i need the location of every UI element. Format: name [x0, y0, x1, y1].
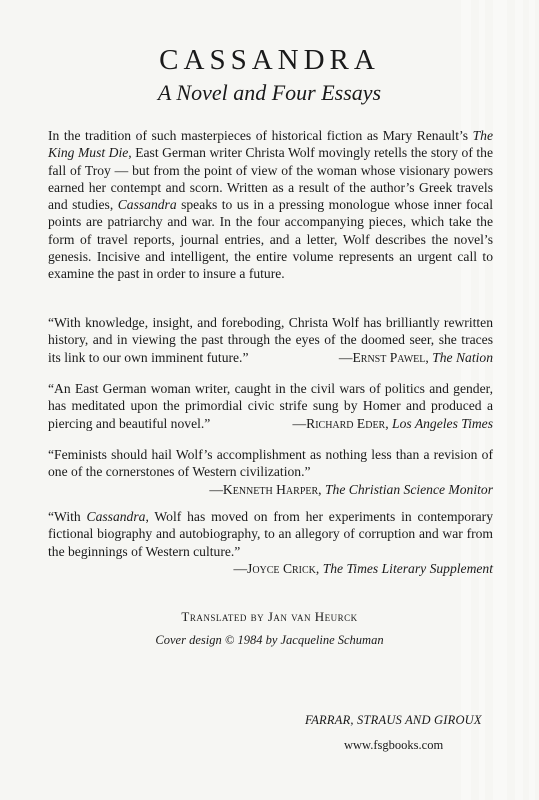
reviewer-name: Kenneth Harper [222, 481, 319, 497]
description-book-title: The King Must Die [48, 128, 493, 161]
publication-name: The Nation [432, 349, 493, 365]
publisher-name: FARRAR, STRAUS AND GIROUX [305, 713, 482, 727]
book-subtitle: A Novel and Four Essays [157, 80, 382, 105]
book-title: CASSANDRA [159, 44, 380, 76]
quote-attribution: —Richard Eder, Los Angeles Times [292, 415, 493, 431]
review-quote-2 [48, 380, 493, 432]
quote-text: “With Cassandra, Wolf has moved on from her experiments in contemporary fictional biography and autobiography, to an allegory of corruption and war from the beginnings of Western culture.” —Joyce Crick, The Times Literary Supplement [48, 509, 493, 576]
description-part2: speaks to us in a pressing monologue whose inner focal points are patriarchy and war. In the four accompanying pieces, which take the form of travel reports, journal entries, and a letter, Wolf describes the novel’s genesis. Incisive and intelligent, the entire volume represents an urgent call to examine the past in order to insure a future. [48, 197, 493, 282]
review-quote-1 [48, 314, 493, 366]
publication-name: The Christian Science Monitor [324, 481, 493, 497]
publication-name: Los Angeles Times [392, 415, 493, 431]
description-part1: , East German writer Christa Wolf movingly retells the story of the fall of Troy — but from the point of view of the woman whose visionary powers earned her contempt and scorn. Written as a result of the author’s Greek travels and studies, [48, 145, 493, 213]
reviewer-name: Ernst Pawel [352, 349, 426, 365]
quote-text: “An East German woman writer, caught in the civil wars of politics and gender, has meditated upon the primordial civic strife sung by Homer and produced a piercing and beautiful novel.” —Richard Eder, Los Angeles Times [48, 381, 493, 431]
book-description [48, 127, 493, 283]
quote-attribution: —Ernst Pawel, The Nation [338, 349, 493, 365]
review-quote-3 [48, 446, 493, 498]
publisher-website: www.fsgbooks.com [344, 738, 444, 752]
quote-text: “Feminists should hail Wolf’s accomplishment as nothing less than a revision of one of the cornerstones of Western civilization.” —Kenneth Harper, The Christian Science Monitor [48, 447, 493, 497]
description-novel-name: Cassandra [117, 197, 177, 213]
quote-text: “With knowledge, insight, and foreboding, Christa Wolf has brilliantly rewritten history, and in viewing the past through the eyes of the doomed seer, she traces its link to our own imminent future.” —Ernst Pawel, The Nation [48, 315, 493, 365]
description-intro: In the tradition of such masterpieces of historical fiction as Mary Renault’s [48, 128, 473, 143]
quote-attribution: —Joyce Crick, The Times Literary Supplement [233, 560, 493, 576]
cover-design-credit: Cover design © 1984 by Jacqueline Schuman [155, 633, 384, 647]
review-quote-4 [48, 508, 493, 577]
quote-attribution: —Kenneth Harper, The Christian Science Monitor [209, 481, 493, 497]
translator-credit: Translated by Jan van Heurck [181, 609, 358, 624]
publication-name: The Times Literary Supplement [322, 560, 493, 576]
reviewer-name: Joyce Crick [247, 560, 316, 576]
reviewer-name: Richard Eder [306, 415, 386, 431]
